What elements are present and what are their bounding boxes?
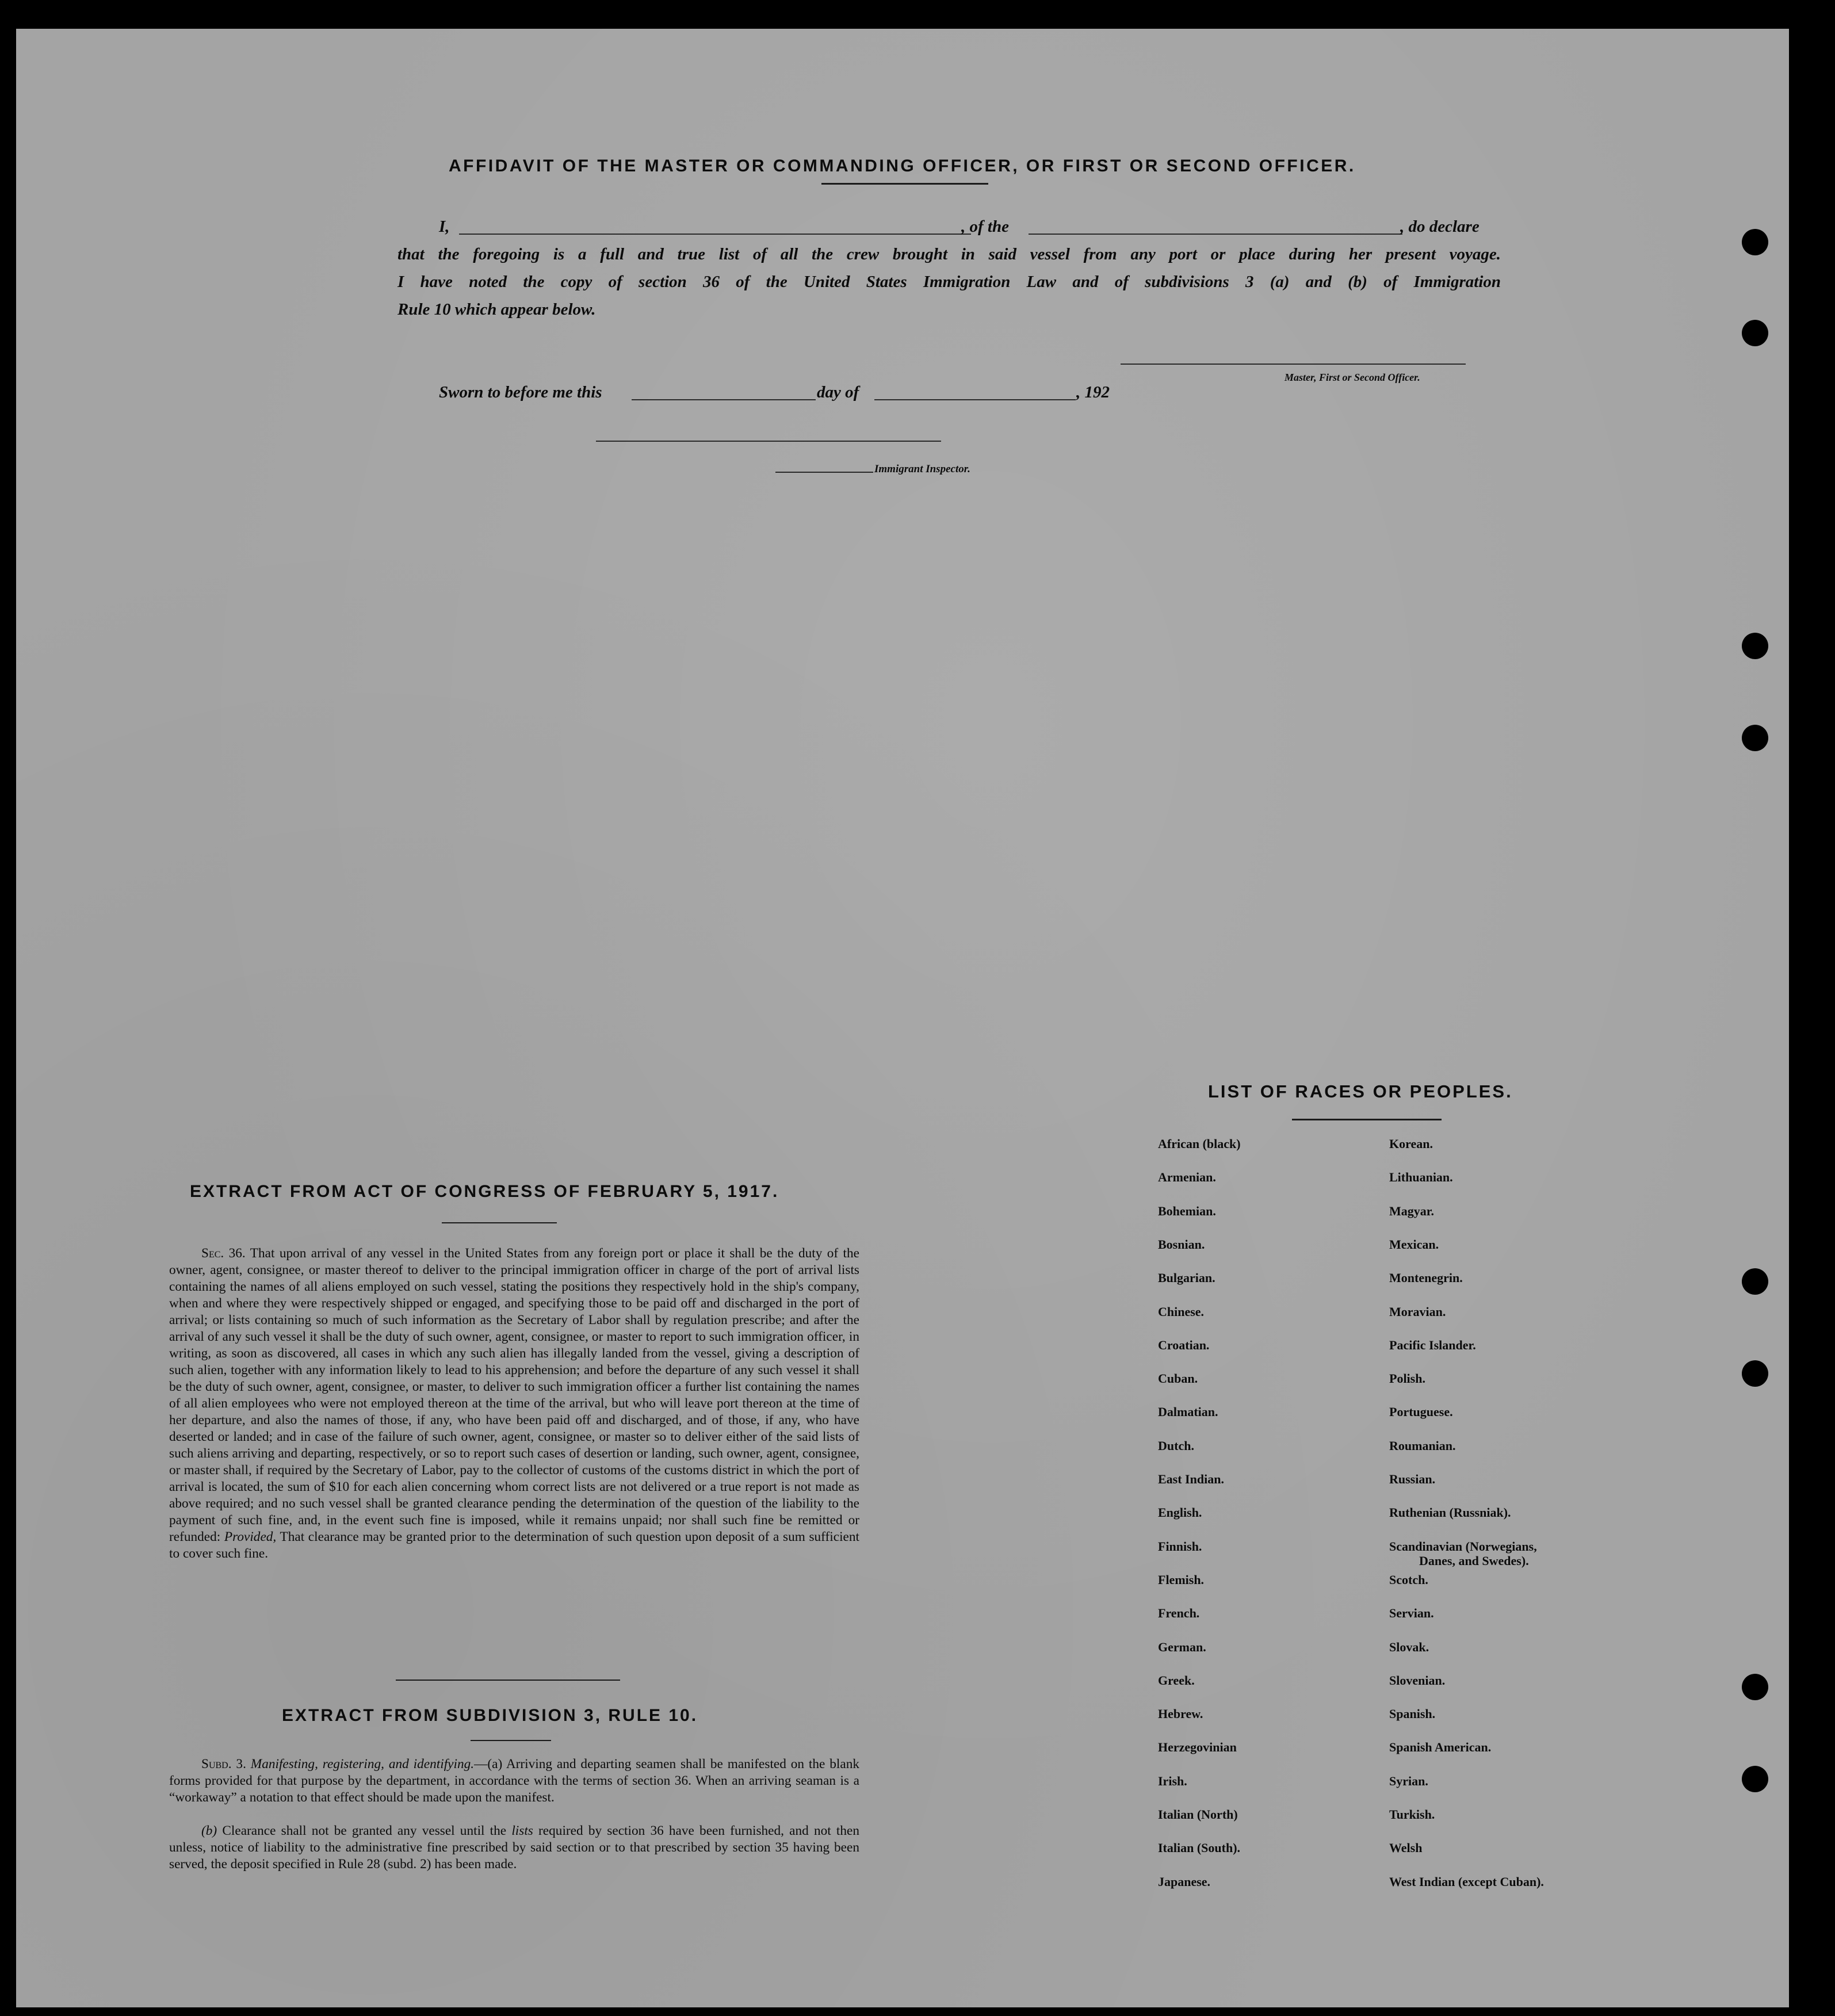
race-item: Chinese. [1158, 1304, 1205, 1319]
act-title-underline [442, 1222, 557, 1223]
race-item: Lithuanian. [1389, 1170, 1453, 1185]
race-item: Cuban. [1158, 1371, 1198, 1386]
affidavit-title: AFFIDAVIT OF THE MASTER OR COMMANDING OFFICER, OR FIRST OR SECOND OFFICER. [449, 156, 1356, 175]
race-item: Slovenian. [1389, 1673, 1446, 1688]
provided-label: Provided, [224, 1529, 277, 1544]
title-underline [821, 183, 988, 185]
race-item: Japanese. [1158, 1874, 1211, 1889]
provided-text: That clearance may be granted prior to the determination of such question upon deposit of a sum sufficient to cover such fine. [169, 1529, 860, 1561]
race-item: Spanish American. [1389, 1740, 1492, 1755]
affidavit-body-4: Rule 10 which appear below. [397, 300, 596, 319]
document-sheet [16, 29, 1789, 2007]
para-a-text: Arriving and departing seamen shall be manifested on the blank forms provided for that purpose by the department, in accordance with the terms of section 36. When an arriving seaman is a “workaway” a notation to that effect should be made upon the manifest. [169, 1757, 860, 1805]
race-item: English. [1158, 1505, 1202, 1520]
rule-title-underline [471, 1740, 551, 1741]
declare-label: , do declare [1400, 217, 1480, 236]
race-item: Dutch. [1158, 1438, 1194, 1453]
act-title: EXTRACT FROM ACT OF CONGRESS OF FEBRUARY 5, 1917. [190, 1182, 779, 1201]
race-item: Turkish. [1389, 1807, 1435, 1822]
rule-para-a [169, 1756, 859, 1806]
race-item: Scotch. [1389, 1572, 1428, 1587]
race-item: Armenian. [1158, 1170, 1216, 1185]
para-b-text2: required by section 36 have been furnished, and not then unless, notice of liability to the administrative fine prescribed by said section or to that prescribed by section 35 having been served, the deposit specified in Rule 28 (subd. 2) has been made. [169, 1823, 860, 1872]
punch-hole [1742, 229, 1768, 255]
race-item: Spanish. [1389, 1707, 1436, 1722]
of-the-label: , of the [961, 217, 1009, 236]
race-item: German. [1158, 1639, 1206, 1654]
race-item: Mexican. [1389, 1237, 1439, 1252]
signature-label: Master, First or Second Officer. [1284, 372, 1420, 383]
punch-hole [1742, 1766, 1768, 1792]
sworn-day-blank [632, 399, 816, 400]
race-item: West Indian (except Cuban). [1389, 1874, 1544, 1889]
inspector-short-line [775, 472, 873, 473]
para-a-marker: —(a) [474, 1757, 503, 1772]
race-item: African (black) [1158, 1137, 1241, 1151]
para-b-lists: lists [511, 1823, 533, 1838]
rule-title: EXTRACT FROM SUBDIVISION 3, RULE 10. [282, 1706, 698, 1725]
races-title-underline [1292, 1119, 1442, 1120]
punch-hole [1742, 1674, 1768, 1700]
race-item: Flemish. [1158, 1572, 1205, 1587]
race-item: Bulgarian. [1158, 1271, 1215, 1286]
sworn-year: , 192 [1076, 383, 1110, 401]
rule-para-b [169, 1823, 859, 1873]
affidavit-body-3: I have noted the copy of section 36 of the United States Immigration Law and of subdivisions 3 (a) and (b) of Immigration [397, 273, 1501, 291]
act-section-text [169, 1245, 859, 1562]
race-item: Pacific Islander. [1389, 1337, 1476, 1352]
affidavit-body-2: that the foregoing is a full and true list of all the crew brought in said vessel from any port or place during her present voyage. [397, 245, 1501, 263]
punch-hole [1742, 1360, 1768, 1387]
vessel-blank [1029, 234, 1402, 235]
race-item: Bohemian. [1158, 1203, 1216, 1218]
race-item: Herzegovinian [1158, 1740, 1237, 1755]
race-item: Croatian. [1158, 1337, 1210, 1352]
races-title: LIST OF RACES OR PEOPLES. [1208, 1081, 1513, 1101]
race-item: Syrian. [1389, 1773, 1428, 1788]
name-blank [459, 234, 971, 235]
race-item: Polish. [1389, 1371, 1425, 1386]
section-body: That upon arrival of any vessel in the United States from any foreign port or place it shall be the duty of the owner, agent, consignee, or master thereof to deliver to the principal immigration officer in charge of the port of arrival lists containing the names of all aliens employed on such vessel, stating the positions they respectively hold in the ship's company, when and where they were respectively shipped or engaged, and specifying those to be paid off and discharged in the port of arrival; or lists containing so much of such information as the Secretary of Labor shall by regulation prescribe; and after the arrival of any such vessel it shall be the duty of such owner, agent, consignee, or master to report to such immigration officer, in writing, as soon as discovered, all cases in which any such alien has illegally landed from the vessel, giving a description of such alien, together with any information likely to lead to his apprehension; and before the departure of any such vessel it shall be the duty of such owner, agent, consignee, or master, to deliver to such immigration officer a further list containing the names of all alien employees who were not employed thereon at the time of the arrival, but who will leave port thereon at the time of her departure, and also the names of those, if any, who have been paid off and discharged, and of those, if any, who have deserted or landed; and in case of the failure of such owner, agent, consignee, or master so to deliver either of the said lists of such aliens arriving and departing, respectively, or so to report such cases of desertion or landing, such owner, agent, consignee, or master shall, if required by the Secretary of Labor, pay to the collector of customs of the customs district in which the port of arrival is located, the sum of $10 for each alien concerning whom correct lists are not delivered or a true report is not made as above required; and no such vessel shall be granted clearance pending the determination of the question of the liability to the payment of such fine, and, in the event such fine is imposed, while it remains unpaid; nor shall such fine be remitted or refunded: [169, 1246, 860, 1544]
inspector-label: Immigrant Inspector. [874, 463, 970, 475]
race-item: Montenegrin. [1389, 1271, 1463, 1286]
sworn-day-of: day of [817, 383, 859, 401]
race-item: Roumanian. [1389, 1438, 1456, 1453]
race-item: Slovak. [1389, 1639, 1429, 1654]
affidavit-line-1 [439, 217, 450, 236]
inspector-line [596, 441, 941, 442]
race-item: Moravian. [1389, 1304, 1446, 1319]
sworn-month-blank [874, 399, 1076, 400]
race-item: Hebrew. [1158, 1707, 1203, 1722]
section-divider [396, 1680, 620, 1681]
race-item: Bosnian. [1158, 1237, 1205, 1252]
punch-hole [1742, 725, 1768, 751]
race-item: Greek. [1158, 1673, 1195, 1688]
race-item: French. [1158, 1606, 1200, 1621]
race-item: Servian. [1389, 1606, 1434, 1621]
race-item: Magyar. [1389, 1203, 1435, 1218]
race-item: Ruthenian (Russniak). [1389, 1505, 1511, 1520]
race-item: Dalmatian. [1158, 1405, 1218, 1420]
race-item: Italian (South). [1158, 1841, 1241, 1856]
signature-line [1121, 364, 1466, 365]
affidavit-i: I, [439, 217, 450, 236]
race-item: East Indian. [1158, 1472, 1224, 1486]
subd-heading: Manifesting, registering, and identifying. [250, 1757, 475, 1772]
race-item: Russian. [1389, 1472, 1436, 1486]
para-b-marker: (b) [201, 1823, 217, 1838]
race-item: Italian (North) [1158, 1807, 1238, 1822]
race-item: Portuguese. [1389, 1405, 1453, 1420]
punch-hole [1742, 320, 1768, 346]
punch-hole [1742, 633, 1768, 659]
section-label: Sec. 36. [201, 1246, 246, 1261]
race-item-continuation: Danes, and Swedes). [1419, 1553, 1529, 1568]
race-item: Irish. [1158, 1773, 1187, 1788]
subd-label: Subd. 3. [201, 1757, 246, 1772]
race-item: Scandinavian (Norwegians, [1389, 1539, 1537, 1554]
punch-hole [1742, 1268, 1768, 1295]
race-item: Korean. [1389, 1137, 1433, 1151]
race-item: Welsh [1389, 1841, 1423, 1856]
sworn-prefix: Sworn to before me this [439, 383, 602, 401]
para-b-text1: Clearance shall not be granted any vessel until the [222, 1823, 507, 1838]
race-item: Finnish. [1158, 1539, 1202, 1554]
